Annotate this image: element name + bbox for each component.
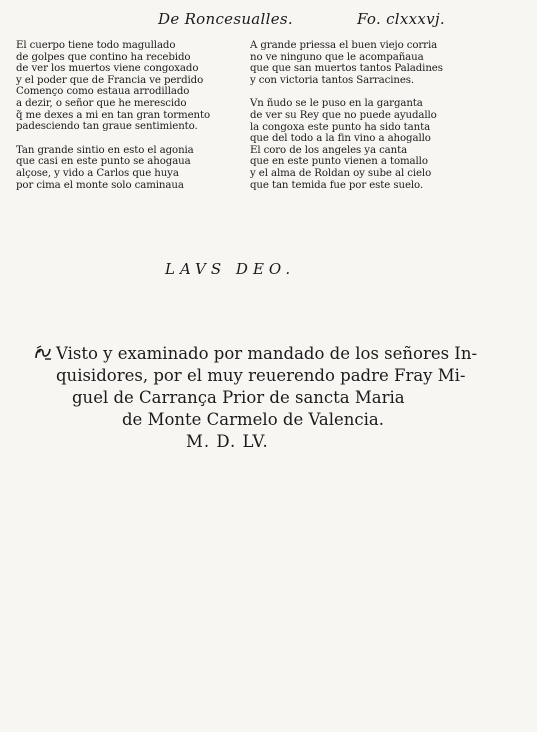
colophon-line: quisidores, por el muy reuerendo padre Fray Mi- xyxy=(56,366,466,385)
verse-line: alçose, y vido a Carlos que huya xyxy=(16,167,179,179)
verse-line: no ve ninguno que le acompañaua xyxy=(250,51,424,63)
right-column xyxy=(250,40,443,191)
verse-line: de ver su Rey que no puede ayudallo xyxy=(250,109,437,121)
verse-line: que que san muertos tantos Paladines xyxy=(250,63,443,75)
verse-line: El coro de los angeles ya canta xyxy=(250,144,408,156)
colophon-line: guel de Carrança Prior de sancta Maria xyxy=(72,388,405,407)
stanza-gap xyxy=(16,133,210,145)
verse-line: q̃ me dexes a mi en tan gran tormento xyxy=(16,109,210,121)
verse-line: y con victoria tantos Sarracines. xyxy=(250,74,415,86)
verse-line: de golpes que contino ha recebido xyxy=(16,51,191,63)
verse-line: padesciendo tan graue sentimiento. xyxy=(16,121,198,133)
verse-line: la congoxa este punto ha sido tanta xyxy=(250,121,431,133)
verse-line: que casi en este punto se ahogaua xyxy=(16,156,191,168)
verse-line: Vn ñudo se le puso en la garganta xyxy=(250,98,423,110)
left-column xyxy=(16,40,210,191)
verse-line: A grande priessa el buen viejo corria xyxy=(250,40,438,51)
verse-line: Tan grande sintio en esto el agonia xyxy=(16,144,194,156)
colophon-line xyxy=(34,343,478,365)
imprint-date: M. D. LV. xyxy=(186,432,269,451)
verse-line: que en este punto vienen a tomallo xyxy=(250,156,428,168)
colophon-text: Visto y examinado por mandado de los señores In- xyxy=(56,344,478,363)
verse-line: El cuerpo tiene todo magullado xyxy=(16,40,176,51)
printer-ornament-icon xyxy=(34,345,52,361)
closing-laus-deo: LAVS DEO. xyxy=(165,260,296,278)
verse-line: de ver los muertos viene congoxado xyxy=(16,63,199,75)
colophon xyxy=(34,343,478,453)
running-title: De Roncesualles. xyxy=(158,10,293,28)
verse-line: por cima el monte solo caminaua xyxy=(16,179,184,191)
verse-line: a dezir, o señor que he merescido xyxy=(16,97,187,109)
verse-line: Començo como estaua arrodillado xyxy=(16,86,190,98)
colophon-line: de Monte Carmelo de Valencia. xyxy=(122,410,384,429)
folio-number: Fo. clxxxvj. xyxy=(357,10,445,28)
stanza-gap xyxy=(250,86,443,98)
verse-line: que tan temida fue por este suelo. xyxy=(250,179,424,191)
verse-line: que del todo a la fin vino a ahogallo xyxy=(250,133,431,145)
verse-line: y el alma de Roldan oy sube al cielo xyxy=(250,167,432,179)
verse-line: y el poder que de Francia ve perdido xyxy=(16,74,204,86)
